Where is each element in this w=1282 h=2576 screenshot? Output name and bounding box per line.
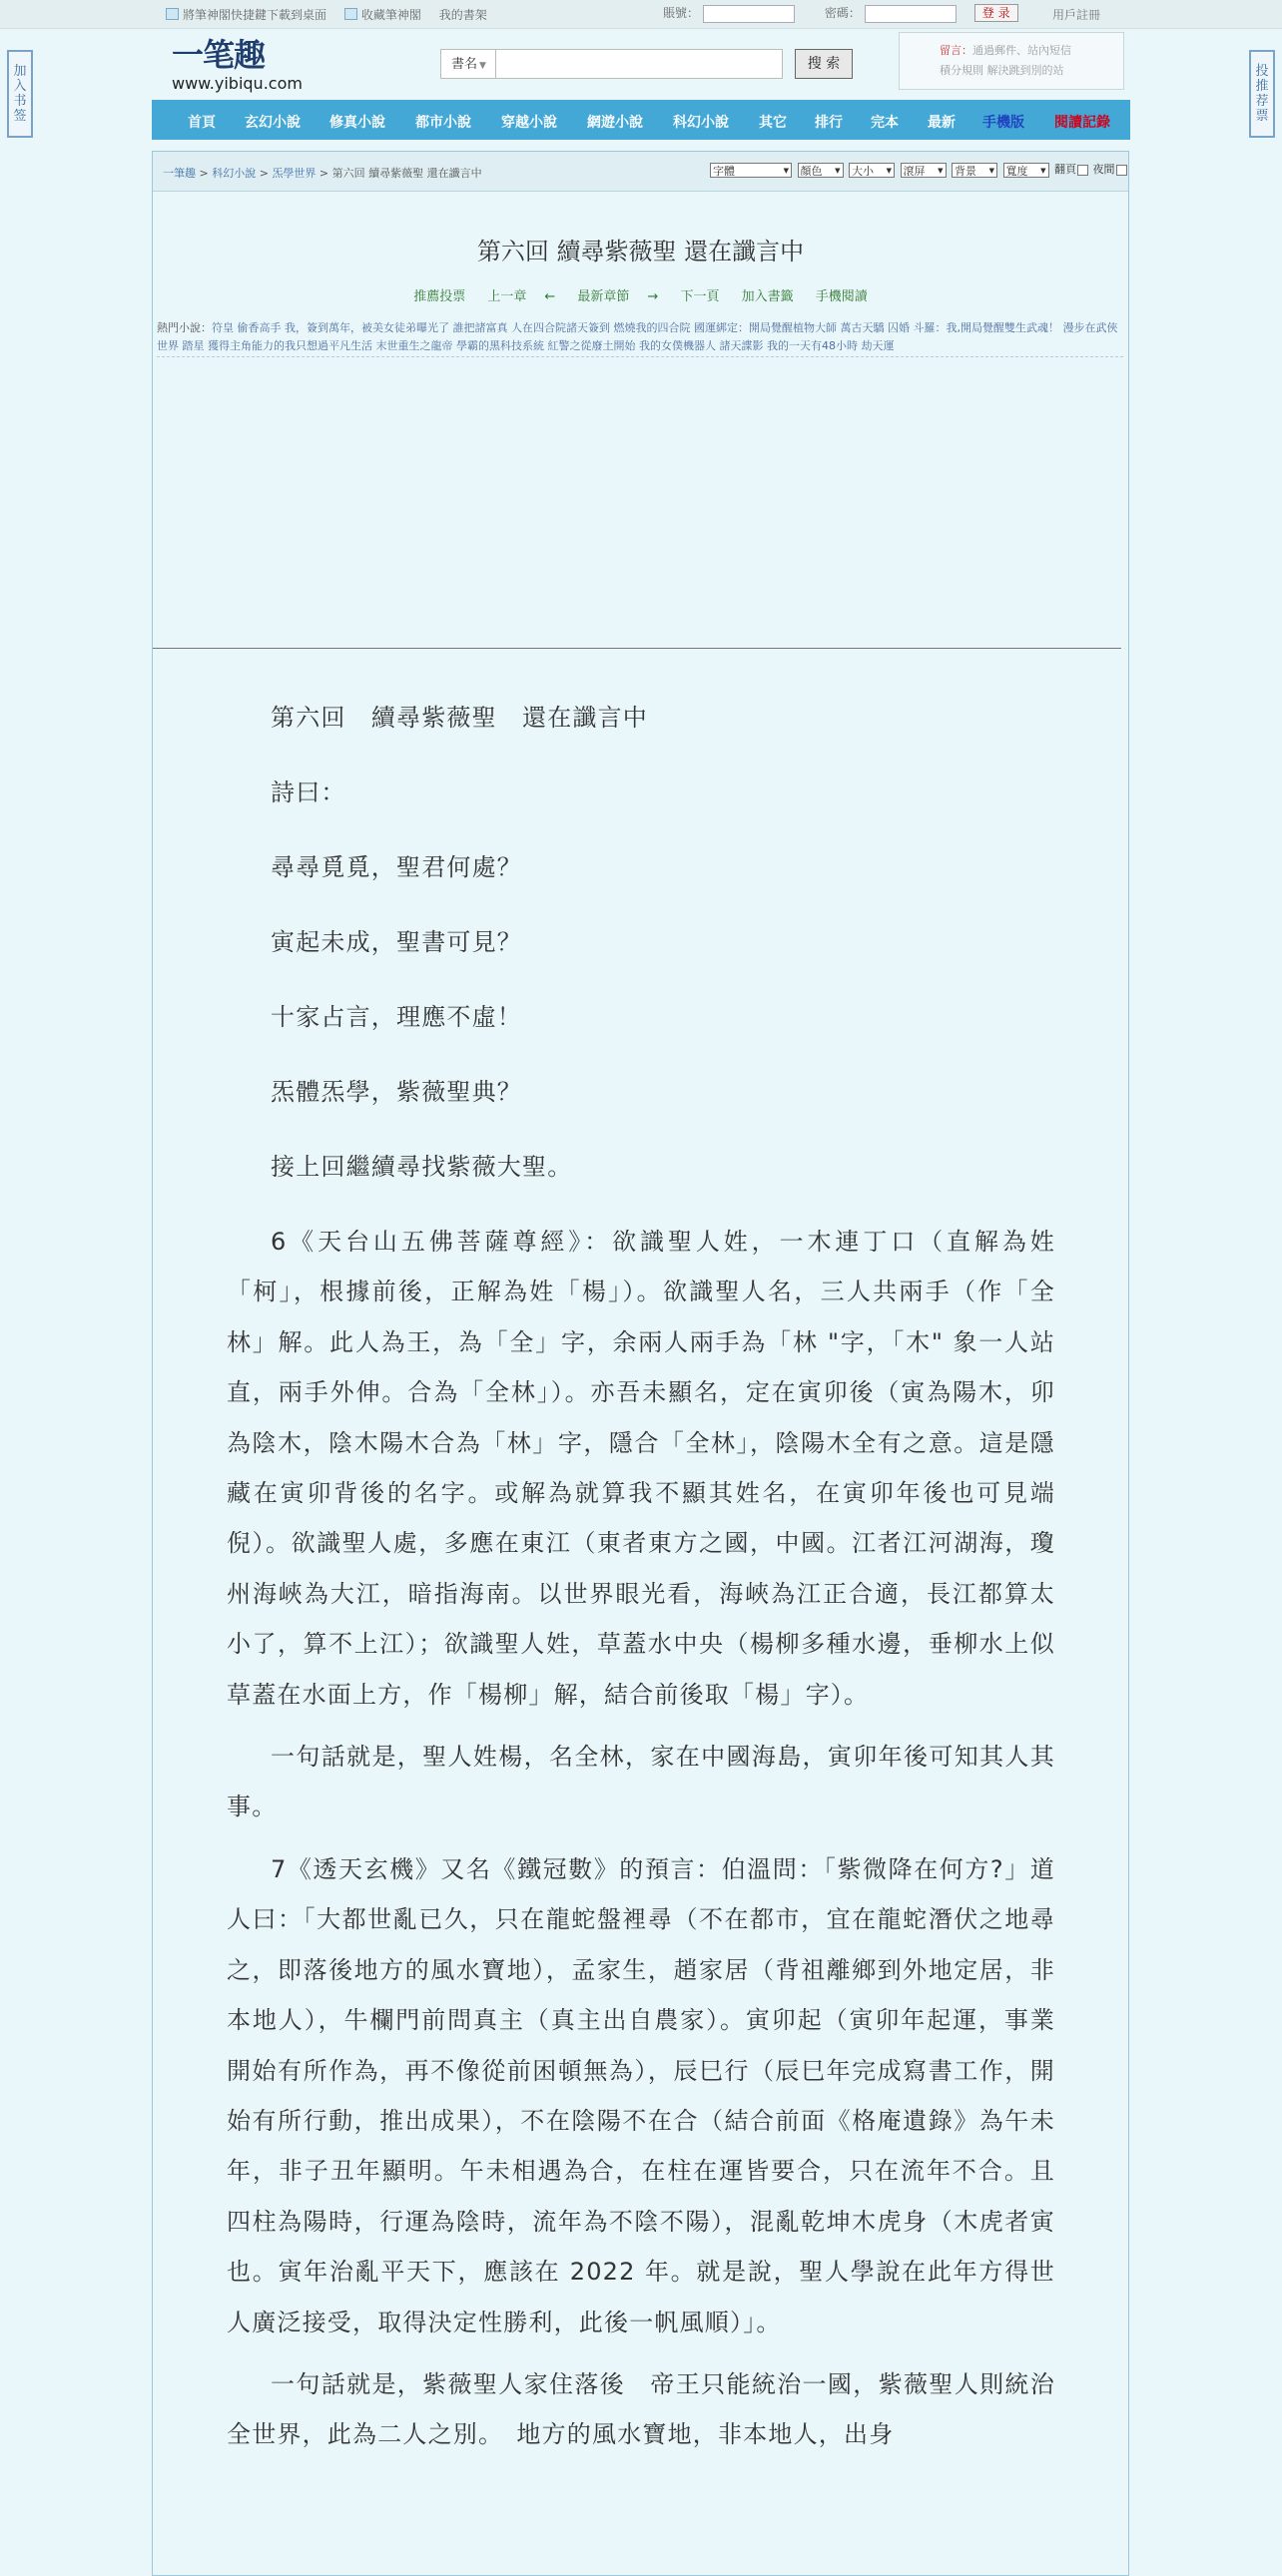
- desktop-shortcut-link[interactable]: 將筆神閣快捷鍵下載到桌面: [166, 8, 326, 22]
- page-turn-checkbox[interactable]: [1077, 165, 1088, 176]
- password-input[interactable]: [865, 5, 957, 23]
- content-line: 十家占言，理應不虛！: [271, 1003, 522, 1031]
- content-paragraph: 7《透天玄機》又名《鐵冠數》的預言：伯溫問：「紫微降在何方?」道人曰：「大都世亂已久，只在龍蛇盤裡尋（不在都市，宜在龍蛇潛伏之地尋之，即落後地方的風水寶地），孟家生，趙家居（背祖離鄉到外地定居，非本地人），牛欄門前問真主（真主出自農家）。寅卯起（寅卯年起運，事業開始有所作為，再不像從前困頓無為），辰巳行（辰巳年完成寫書工作，開始有所行動，推出成果），不在陰陽不在合（結合前面《格庵遺錄》為午未年，非子丑年顯明。午未相遇為合，在柱在運皆要合，只在流年不合。且四柱為陽時，行運為陰時，流年為不陰不陽），混亂乾坤木虎身（木虎者寅也。寅年治亂平天下，應該在 2022 年。就是說，聖人學說在此年方得世人廣泛接受，取得決定性勝利，此後一帆風順）」。: [227, 1854, 1055, 2336]
- content-paragraph: 6《天台山五佛菩薩尊經》：欲識聖人姓，一木連丁口（直解為姓「柯」，根據前後，正解為姓「楊」）。欲識聖人名，三人共兩手（作「全林」解。此人為王，為「全」字，余兩人兩手為「林 "字，「木" 象一人站直，兩手外伸。合為「全林」）。亦吾未顯名，定在寅卯後（寅為陽木，卯為陰木，陰木陽木合為「林」字，隱合「全林」，陰陽木全有之意。這是隱藏在寅卯背後的名字。或解為就算我不顯其姓名，在寅卯年後也可見端倪）。欲識聖人處，多應在東江（東者東方之國，中國。江者江河湖海，瓊州海峽為大江，暗指海南。以世界眼光看，海峽為江正合適，長江都算太小了，算不上江）；欲識聖人姓，草蓋水中央（楊柳多種水邊，垂柳水上似草蓋在水面上方，作「楊柳」解，結合前後取「楊」字）。: [227, 1228, 1055, 1709]
- site-logo[interactable]: [172, 30, 312, 93]
- hot-novels-label: 熱門小說：: [157, 321, 212, 334]
- width-select[interactable]: 寬度 ▼: [1003, 163, 1049, 178]
- add-bookmark-link[interactable]: 加入書籤: [741, 289, 794, 304]
- background-select[interactable]: 背景 ▼: [952, 163, 997, 178]
- hot-novels: [157, 319, 1123, 357]
- toc-link[interactable]: 最新章節: [577, 289, 630, 304]
- chapter-links: [153, 285, 1128, 304]
- content-line: 詩曰：: [271, 778, 346, 806]
- chapter-title: 第六回 續尋紫薇聖 還在讖言中: [476, 238, 805, 265]
- login-button[interactable]: 登 录: [974, 4, 1018, 22]
- register-link[interactable]: 用戶註冊: [1052, 8, 1101, 22]
- nav-item-dushi[interactable]: 都市小說: [415, 115, 471, 131]
- nav-item-ranking[interactable]: 排行: [815, 115, 843, 131]
- bookshelf-link[interactable]: 我的書架: [438, 8, 487, 22]
- nav-item-chuanyue[interactable]: 穿越小說: [501, 115, 557, 131]
- content-line: 炁體炁學，紫薇聖典？: [271, 1078, 522, 1106]
- nav-item-wangyou[interactable]: 網遊小說: [587, 115, 643, 131]
- scroll-select[interactable]: 滾屏 ▼: [901, 163, 947, 178]
- nav-item-completed[interactable]: 完本: [871, 115, 899, 131]
- search-button[interactable]: 搜 索: [795, 49, 853, 79]
- chevron-down-icon: ▼: [479, 61, 486, 71]
- content-divider: [153, 648, 1121, 649]
- mobile-read-link[interactable]: 手機閱讀: [815, 289, 868, 304]
- article-frame: [152, 151, 1129, 2576]
- size-select[interactable]: 大小 ▼: [849, 163, 895, 178]
- account-input[interactable]: [703, 5, 795, 23]
- search-input[interactable]: [495, 49, 783, 79]
- chapter-content: [227, 681, 1055, 2460]
- account-label: 賬號：: [663, 6, 700, 20]
- logo-mark: 一笔趣: [172, 36, 266, 74]
- breadcrumb: 一筆趣 > 科幻小說 > 炁學世界 > 第六回 續尋紫薇聖 還在讖言中: [163, 167, 482, 180]
- nav-item-xuanhuan[interactable]: 玄幻小說: [245, 115, 301, 131]
- content-line: 第六回 續尋紫薇聖 還在讖言中: [271, 704, 648, 732]
- add-bookmark-tab[interactable]: 加入书签: [7, 50, 33, 138]
- nav-item-latest[interactable]: 最新: [928, 115, 956, 131]
- reader-toolbar: [153, 152, 1128, 192]
- top-bar: [0, 0, 1282, 29]
- recommend-vote-link[interactable]: 推薦投票: [413, 289, 466, 304]
- notice-highlight: 留言：: [940, 44, 972, 57]
- logo-domain: www.yibiqu.com: [172, 74, 303, 93]
- notice-text-1[interactable]: 通過郵件、站內短信: [972, 44, 1071, 57]
- arrow-right-icon: →: [647, 289, 659, 304]
- nav-item-home[interactable]: 首頁: [188, 115, 216, 131]
- breadcrumb-chapter: 第六回 續尋紫薇聖 還在讖言中: [331, 167, 482, 180]
- hot-novels-list[interactable]: 符皇 偷香高手 我，簽到萬年，被美女徒弟曝光了 誰把諸富真 人在四合院諸天簽到 燃燒我的四合院 國運綁定：開局覺醒植物大師 萬古天驕 囚婚 斗羅：我,開局覺醒雙生武魂！ 漫步在武俠世界 踏星 獲得主角能力的我只想過平凡生活 末世重生之龍帝 學霸的黑科技系統 紅警之從廢土開始 我的女僕機器人 諸天諜影 我的一天有48小時 劫天運: [157, 321, 1118, 352]
- arrow-left-icon: ←: [544, 289, 556, 304]
- nav-item-kehuan[interactable]: 科幻小說: [673, 115, 729, 131]
- nav-item-xiuzhen[interactable]: 修真小說: [329, 115, 385, 131]
- prev-chapter-link[interactable]: 上一章: [487, 289, 527, 304]
- font-select[interactable]: 字體 ▼: [710, 163, 792, 178]
- search-type-select[interactable]: 書名 ▼: [440, 49, 496, 79]
- folder-icon: [344, 8, 357, 20]
- top-links: [166, 6, 501, 23]
- page-turn-label: 翻頁: [1054, 163, 1076, 176]
- content-line: 寅起未成，聖書可見？: [271, 928, 522, 956]
- recommend-vote-tab[interactable]: 投推荐票: [1249, 50, 1275, 138]
- content-paragraph: 一句話就是，聖人姓楊，名全林，家在中國海島，寅卯年後可知其人其事。: [227, 1743, 1055, 1821]
- password-label: 密碼：: [824, 6, 861, 20]
- content-line: 尋尋覓覓，聖君何處？: [271, 853, 522, 881]
- night-mode-checkbox[interactable]: [1116, 165, 1127, 176]
- search-bar: [440, 49, 853, 79]
- notice-box: [899, 32, 1124, 90]
- login-form: [663, 4, 1018, 23]
- color-select[interactable]: 顏色 ▼: [798, 163, 844, 178]
- nav-item-other[interactable]: 其它: [759, 115, 787, 131]
- next-page-link[interactable]: 下一頁: [680, 289, 720, 304]
- breadcrumb-category[interactable]: 科幻小說: [212, 167, 257, 180]
- home-icon: [166, 8, 179, 20]
- notice-text-2[interactable]: 積分規則 解決跳到別的站: [940, 64, 1064, 77]
- night-mode-label: 夜間: [1092, 163, 1115, 176]
- nav-item-reading-history[interactable]: 閱讀記錄: [1054, 115, 1110, 131]
- content-line: 接上回繼續尋找紫薇大聖。: [271, 1153, 573, 1181]
- main-nav: [152, 100, 1130, 140]
- breadcrumb-book[interactable]: 炁學世界: [272, 167, 317, 180]
- favorite-link[interactable]: 收藏筆神閣: [344, 8, 421, 22]
- nav-item-mobile[interactable]: 手機版: [982, 115, 1024, 131]
- breadcrumb-home[interactable]: 一筆趣: [163, 167, 196, 180]
- content-paragraph: 一句話就是，紫薇聖人家住落後 帝王只能統治一國，紫薇聖人則統治全世界，此為二人之別。 地方的風水寶地，非本地人，出身: [227, 2369, 1055, 2449]
- reader-settings: [710, 161, 1128, 178]
